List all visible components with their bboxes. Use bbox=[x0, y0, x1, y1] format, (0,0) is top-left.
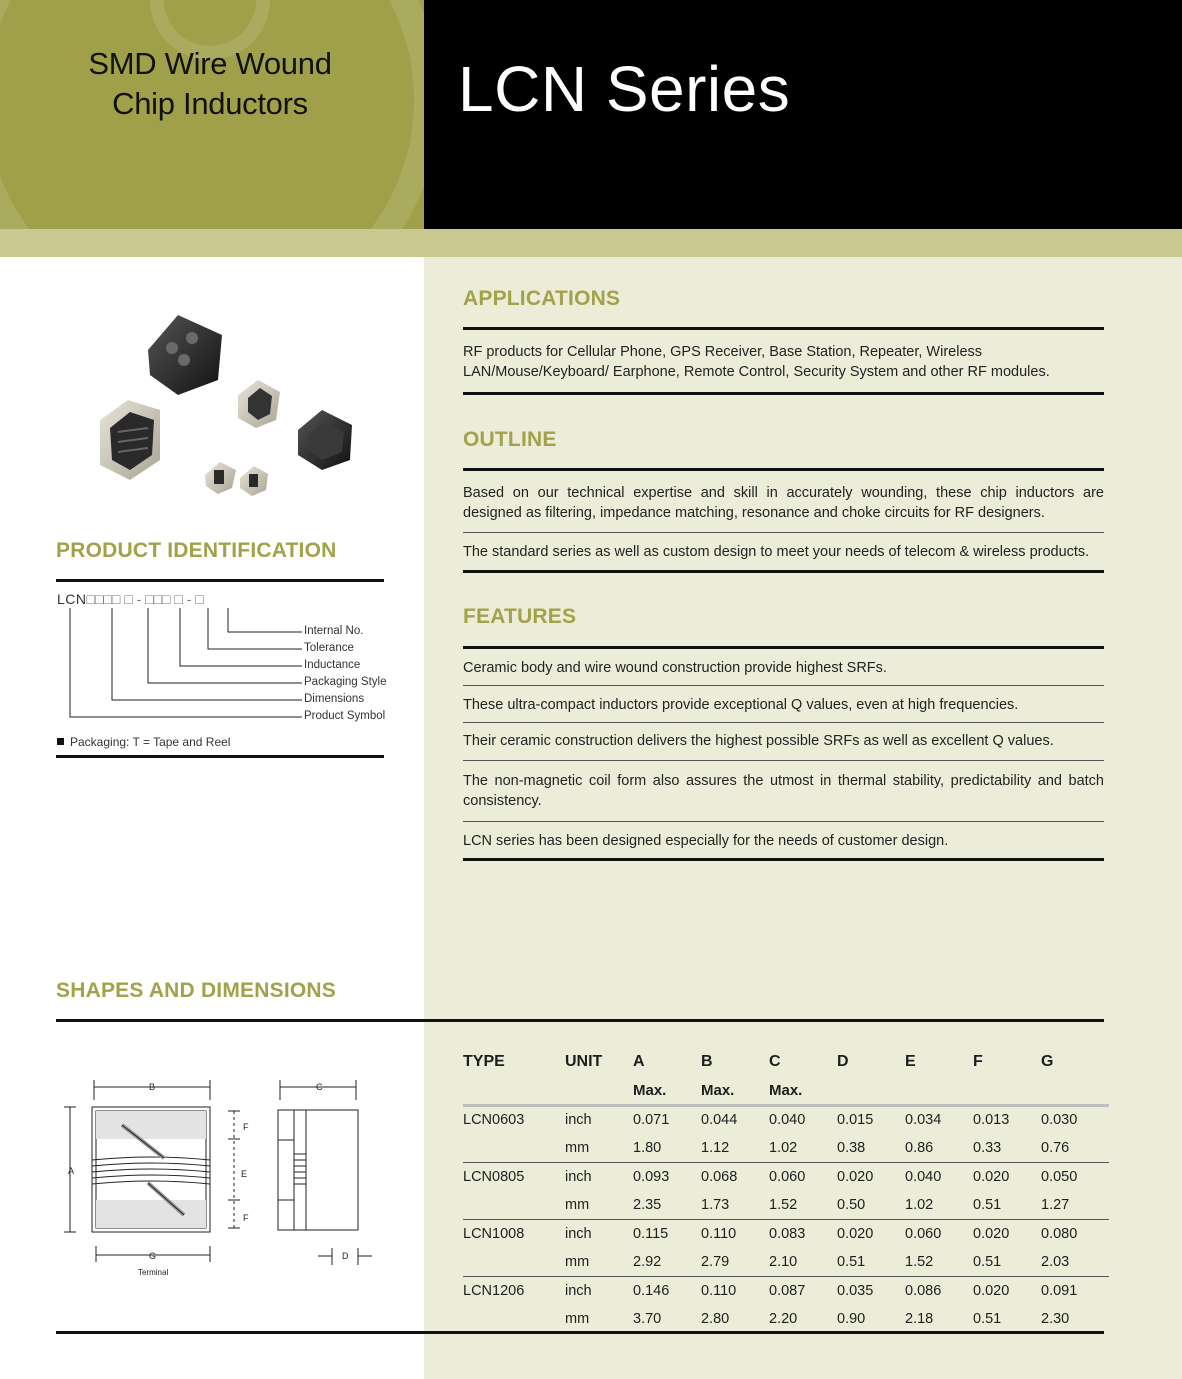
row-divider bbox=[463, 685, 1104, 686]
unit-cell: inch bbox=[565, 1168, 592, 1185]
value-cell: 1.80 bbox=[633, 1134, 701, 1163]
value-cell: 0.040 bbox=[769, 1112, 806, 1128]
value-cell: 0.050 bbox=[1041, 1168, 1078, 1185]
section-title-shapes-dimensions: SHAPES AND DIMENSIONS bbox=[56, 979, 336, 1002]
code-boxes: □□□□ □ - □□□ □ - □ bbox=[86, 591, 204, 607]
pid-label-inductance: Inductance bbox=[304, 659, 361, 671]
value-cell: 0.020 bbox=[837, 1168, 874, 1185]
type-cell bbox=[463, 1134, 565, 1163]
value-cell: 0.50 bbox=[837, 1191, 905, 1220]
chip-small-mid bbox=[238, 380, 280, 428]
value-cell: 0.020 bbox=[973, 1282, 1010, 1299]
value-cell: 0.86 bbox=[905, 1134, 973, 1163]
col-header-a: A bbox=[633, 1053, 645, 1071]
section-title-outline: OUTLINE bbox=[463, 428, 557, 451]
dim-label-e: E bbox=[241, 1169, 248, 1179]
dim-label-c: C bbox=[316, 1082, 323, 1092]
chip-tiny-1 bbox=[205, 462, 236, 494]
outline-paragraph-1: Based on our technical expertise and skill in accurately wounding, these chip inductors are designed as filtering, impedance matching, resonance and choke circuits for RF designers. bbox=[463, 485, 1104, 521]
feature-item: Ceramic body and wire wound construction provide highest SRFs. bbox=[463, 660, 887, 676]
unit-cell: mm bbox=[565, 1134, 633, 1163]
chip-large-top bbox=[148, 315, 222, 395]
packaging-note-text: Packaging: T = Tape and Reel bbox=[70, 735, 231, 749]
subheader-cell: Max. bbox=[769, 1077, 837, 1106]
value-cell: 1.02 bbox=[905, 1191, 973, 1220]
value-cell: 0.030 bbox=[1041, 1112, 1078, 1128]
document-title: LCN Series bbox=[458, 53, 791, 125]
section-rule bbox=[463, 468, 1104, 471]
feature-item: LCN series has been designed especially for the needs of customer design. bbox=[463, 833, 949, 849]
section-title-features: FEATURES bbox=[463, 605, 577, 628]
value-cell: 1.27 bbox=[1041, 1191, 1109, 1220]
table-row bbox=[463, 1305, 1109, 1334]
unit-cell: inch bbox=[565, 1282, 592, 1299]
value-cell: 0.093 bbox=[633, 1168, 670, 1185]
row-divider bbox=[463, 722, 1104, 723]
packaging-note bbox=[57, 735, 230, 749]
section-title-applications: APPLICATIONS bbox=[463, 287, 621, 310]
unit-cell: mm bbox=[565, 1248, 633, 1277]
dimension-drawing bbox=[56, 1070, 386, 1285]
subheader-cell: Max. bbox=[633, 1077, 701, 1106]
value-cell: 0.115 bbox=[633, 1225, 669, 1242]
table-row bbox=[463, 1134, 1109, 1163]
value-cell: 0.020 bbox=[973, 1225, 1010, 1242]
col-header-c: C bbox=[769, 1053, 781, 1071]
chip-large-left bbox=[100, 400, 160, 480]
table-row bbox=[463, 1219, 1109, 1248]
value-cell: 0.060 bbox=[769, 1168, 806, 1185]
value-cell: 0.51 bbox=[837, 1248, 905, 1277]
value-cell: 0.083 bbox=[769, 1225, 806, 1242]
product-photo bbox=[60, 300, 380, 510]
dim-label-d: D bbox=[342, 1251, 349, 1261]
value-cell: 0.38 bbox=[837, 1134, 905, 1163]
table-header-row bbox=[463, 1048, 1109, 1077]
value-cell: 0.091 bbox=[1041, 1282, 1078, 1299]
subheader-cell bbox=[837, 1077, 905, 1106]
dim-label-g: G bbox=[149, 1251, 157, 1261]
section-rule bbox=[56, 755, 384, 758]
dimensions-table bbox=[463, 1048, 1109, 1333]
value-cell: 0.087 bbox=[769, 1282, 806, 1299]
terminal-label: Terminal bbox=[138, 1268, 169, 1277]
type-cell: LCN1008 bbox=[463, 1225, 525, 1242]
bullet-square-icon bbox=[57, 738, 64, 745]
value-cell: 0.020 bbox=[837, 1225, 874, 1242]
col-header-e: E bbox=[905, 1053, 916, 1071]
table-row bbox=[463, 1248, 1109, 1277]
unit-cell: mm bbox=[565, 1191, 633, 1220]
type-cell bbox=[463, 1305, 565, 1334]
type-cell bbox=[463, 1191, 565, 1220]
value-cell: 0.013 bbox=[973, 1112, 1010, 1128]
document-subtitle bbox=[40, 44, 380, 124]
value-cell: 0.90 bbox=[837, 1310, 866, 1327]
outline-paragraph-2: The standard series as well as custom design to meet your needs of telecom & wireless products. bbox=[463, 544, 1090, 560]
subheader-cell bbox=[973, 1077, 1041, 1106]
value-cell: 0.51 bbox=[973, 1191, 1041, 1220]
col-header-b: B bbox=[701, 1053, 713, 1071]
table-subheader-row bbox=[463, 1077, 1109, 1106]
subtitle-line-2: Chip Inductors bbox=[112, 86, 308, 121]
col-header-unit: UNIT bbox=[565, 1053, 603, 1071]
unit-cell: mm bbox=[565, 1310, 590, 1327]
unit-cell: inch bbox=[565, 1112, 592, 1128]
value-cell: 1.52 bbox=[905, 1248, 973, 1277]
section-rule bbox=[463, 327, 1104, 330]
value-cell: 0.110 bbox=[701, 1225, 737, 1242]
dimensions-table-body bbox=[463, 1105, 1109, 1333]
value-cell: 1.02 bbox=[769, 1134, 837, 1163]
value-cell: 0.33 bbox=[973, 1134, 1041, 1163]
value-cell: 2.80 bbox=[701, 1310, 730, 1327]
row-divider bbox=[463, 532, 1104, 533]
subheader-cell: Max. bbox=[701, 1077, 769, 1106]
value-cell: 2.30 bbox=[1041, 1310, 1070, 1327]
subheader-cell bbox=[463, 1077, 565, 1106]
col-header-d: D bbox=[837, 1053, 849, 1071]
value-cell: 3.70 bbox=[633, 1310, 662, 1327]
col-header-type: TYPE bbox=[463, 1053, 505, 1071]
subheader-cell bbox=[565, 1077, 633, 1106]
feature-item: Their ceramic construction delivers the highest possible SRFs as well as excellent Q values. bbox=[463, 733, 1054, 749]
value-cell: 2.35 bbox=[633, 1191, 701, 1220]
unit-cell: inch bbox=[565, 1225, 592, 1242]
section-rule bbox=[56, 579, 384, 582]
pid-label-dimensions: Dimensions bbox=[304, 693, 365, 705]
value-cell: 1.73 bbox=[701, 1191, 769, 1220]
section-rule bbox=[56, 1019, 1104, 1022]
value-cell: 2.18 bbox=[905, 1310, 934, 1327]
pid-label-product-symbol: Product Symbol bbox=[304, 710, 386, 722]
chip-medium-right bbox=[298, 410, 352, 470]
dim-label-b: B bbox=[149, 1082, 156, 1092]
table-row bbox=[463, 1105, 1109, 1134]
value-cell: 2.79 bbox=[701, 1248, 769, 1277]
value-cell: 0.060 bbox=[905, 1225, 942, 1242]
value-cell: 0.76 bbox=[1041, 1134, 1109, 1163]
value-cell: 0.51 bbox=[973, 1248, 1041, 1277]
pid-label-internal-no: Internal No. bbox=[304, 625, 364, 637]
value-cell: 0.51 bbox=[973, 1310, 1002, 1327]
value-cell: 0.146 bbox=[633, 1282, 670, 1299]
value-cell: 0.034 bbox=[905, 1112, 942, 1128]
value-cell: 1.12 bbox=[701, 1134, 769, 1163]
value-cell: 2.03 bbox=[1041, 1248, 1109, 1277]
row-divider bbox=[463, 821, 1104, 822]
section-rule bbox=[463, 392, 1104, 395]
value-cell: 0.080 bbox=[1041, 1225, 1078, 1242]
section-title-product-identification: PRODUCT IDENTIFICATION bbox=[56, 539, 337, 562]
section-rule bbox=[463, 646, 1104, 649]
table-row bbox=[463, 1276, 1109, 1305]
identification-leader-lines bbox=[56, 605, 306, 725]
chip-tiny-2 bbox=[240, 466, 268, 496]
feature-item: These ultra-compact inductors provide exceptional Q values, even at high frequencies. bbox=[463, 697, 1019, 713]
value-cell: 0.086 bbox=[905, 1282, 942, 1299]
dim-label-f-top: F bbox=[243, 1122, 249, 1132]
section-rule bbox=[56, 1331, 1104, 1334]
value-cell: 2.10 bbox=[769, 1248, 837, 1277]
section-rule bbox=[463, 858, 1104, 861]
applications-text: RF products for Cellular Phone, GPS Receiver, Base Station, Repeater, Wireless LAN/Mouse/Keyboard/ Earphone, Remote Control, Security System and other RF modules. bbox=[463, 344, 1050, 380]
table-row bbox=[463, 1191, 1109, 1220]
type-cell bbox=[463, 1248, 565, 1277]
value-cell: 0.020 bbox=[973, 1168, 1010, 1185]
dim-label-f-bottom: F bbox=[243, 1213, 249, 1223]
type-cell: LCN1206 bbox=[463, 1282, 525, 1299]
value-cell: 0.040 bbox=[905, 1168, 942, 1185]
value-cell: 0.035 bbox=[837, 1282, 874, 1299]
col-header-f: F bbox=[973, 1053, 983, 1071]
pid-label-packaging-style: Packaging Style bbox=[304, 676, 387, 688]
pid-label-tolerance: Tolerance bbox=[304, 642, 354, 654]
value-cell: 0.068 bbox=[701, 1168, 738, 1185]
col-header-g: G bbox=[1041, 1053, 1054, 1071]
value-cell: 1.52 bbox=[769, 1191, 837, 1220]
subtitle-line-1: SMD Wire Wound bbox=[88, 46, 332, 81]
feature-item: The non-magnetic coil form also assures the utmost in thermal stability, predictability and batch consistency. bbox=[463, 773, 1104, 809]
subheader-cell bbox=[905, 1077, 973, 1106]
value-cell: 2.20 bbox=[769, 1310, 798, 1327]
value-cell: 2.92 bbox=[633, 1248, 701, 1277]
section-rule bbox=[463, 570, 1104, 573]
header-band bbox=[0, 229, 1182, 257]
value-cell: 0.110 bbox=[701, 1282, 737, 1299]
type-cell: LCN0805 bbox=[463, 1168, 525, 1185]
row-divider bbox=[463, 760, 1104, 761]
code-prefix: LCN bbox=[57, 591, 87, 607]
dim-label-a: A bbox=[68, 1166, 75, 1176]
table-row bbox=[463, 1162, 1109, 1191]
value-cell: 0.071 bbox=[633, 1112, 670, 1128]
type-cell: LCN0603 bbox=[463, 1112, 525, 1128]
value-cell: 0.015 bbox=[837, 1112, 874, 1128]
subheader-cell bbox=[1041, 1077, 1109, 1106]
value-cell: 0.044 bbox=[701, 1112, 738, 1128]
